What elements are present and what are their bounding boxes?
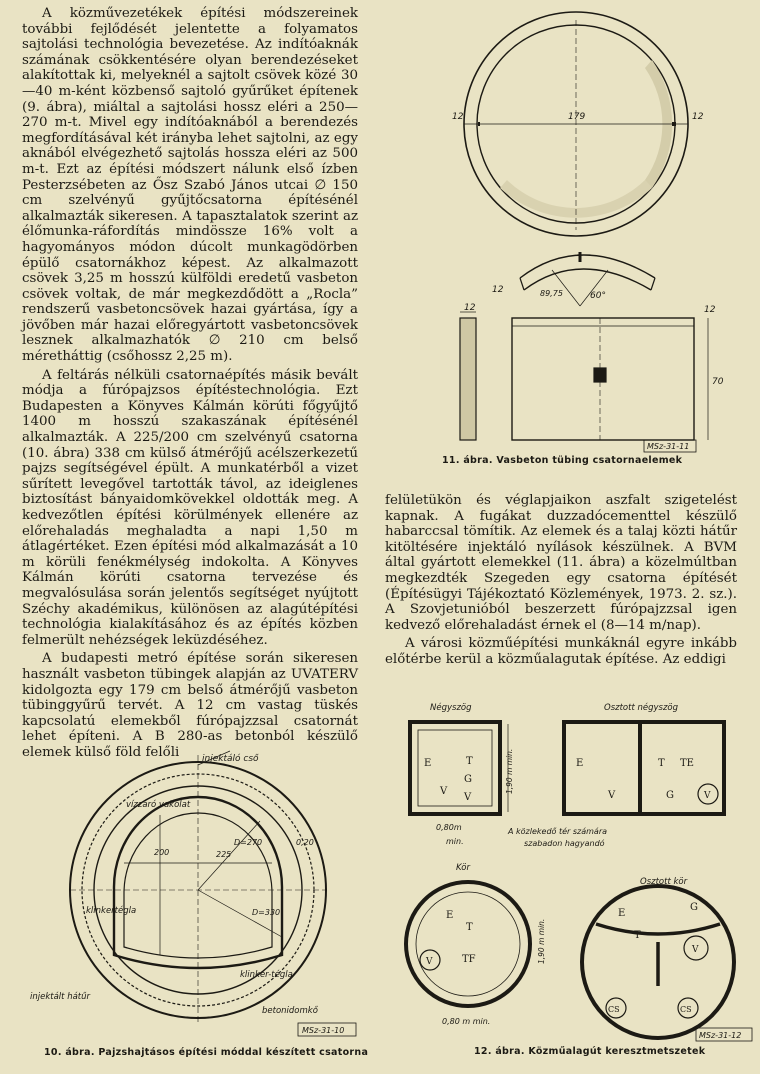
figure-11-caption: 11. ábra. Vasbeton tübing csatornaelemek (442, 455, 683, 466)
paragraph: A budapesti metró építése során sikeresen használt vasbeton tübingek alapján az UVATERV kidolgozta egy 179 cm belső átmérőjű vasbeton tübinggyűrű tervét. A 12 cm vastag tüskés kapcsolatú elemekből fúrópajzzsal csatornát lehet építeni. A B 280-as betonból készülő elemek külső föld felőli (22, 651, 358, 760)
letter-v: V (704, 791, 711, 801)
letter-e: E (576, 758, 584, 769)
letter-v: V (440, 786, 448, 797)
dim-min: min. (446, 837, 464, 846)
letter-t: T (466, 922, 473, 933)
label-vizzaro-vakolat: vízzáró vakolat (126, 800, 191, 810)
circle-section (406, 882, 530, 1006)
stamp: MSz-31-11 (647, 442, 690, 451)
dim-12: 12 (704, 305, 716, 315)
letter-g: G (666, 790, 674, 801)
dim-080: 0,80m (436, 823, 462, 832)
note-line: szabadon hagyandó (524, 839, 605, 848)
letter-v: V (426, 957, 433, 967)
letter-v: V (464, 792, 472, 803)
figure-10-drawing (30, 745, 370, 1070)
label-injektalo-cso: injektáló cső (202, 754, 259, 764)
label-osztott-negyszog: Osztott négyszög (604, 703, 679, 713)
dim-12: 12 (492, 285, 504, 295)
label-injektalt-hatur: injektált hátűr (30, 992, 91, 1002)
letter-cs: CS (680, 1005, 692, 1014)
paragraph: A feltárás nélküli csatornaépítés másik bevált módja a fúrópajzsos építéstechnológia. Ezt Budapesten a Könyves Kálmán körúti főgyűjtő 1400 m hosszú szakaszának építésénél alkalmazták. A 225/200 cm szelvényű csatorna (10. ábra) 338 cm külső átmérőjű acélszerkezetű pajzs segítségével épült. A munkatérből a vizet sűrített levegővel tartották távol, az ideiglenes biztosítást bányaidomkövekkel oldották meg. A kedvezőtlen építési körülmények ellenére az előrehaladás meghaladta a napi 1,50 m átlagértéket. Ezen építési mód alkalmazását a 10 m körüli fenékmélység indokolta. A Könyves Kálmán körúti csatorna tervezése és megvalósulása során jelentős segítséget nyújtott Széchy akadémikus, különösen az alagútépítési technológia kialakításához és az építés közben felmerült nehézségek leküzdéséhez. (22, 367, 358, 648)
paragraph: felületükön és véglapjaikon aszfalt szigetelést kapnak. A fugákat duzzadócementtel készülő habarccsal tömítik. Az elemek és a talaj közti hátűr kitöltésére injektáló nyílások készülnek. A BVM által gyártott elemekkel (11. ábra) a közelmúltban megkezdték Szegeden egy csatorna építését (Építésügyi Tájékoztató Közlemények, 1973. 2. sz.). A Szovjetunióból beszerzett fúrópajzzsal igen kedvező előrehaladást érnek el (8—14 m/nap). (385, 493, 737, 633)
paragraph: A városi közműépítési munkáknál egyre inkább előtérbe kerül a közműalagutak építése. Az eddigi (385, 636, 737, 667)
side-section (460, 318, 476, 440)
left-text-column (22, 6, 358, 761)
figure-10 (30, 745, 370, 1070)
dim-12: 12 (692, 112, 704, 122)
figure-12-drawing (396, 694, 756, 1069)
dim-d330: D=330 (252, 908, 281, 917)
letter-v: V (608, 790, 616, 801)
label-betonidomko: betonidomkő (262, 1006, 318, 1016)
letter-e: E (424, 758, 432, 769)
letter-g: G (690, 902, 698, 913)
letter-e: E (446, 910, 454, 921)
letter-cs: CS (608, 1005, 620, 1014)
letter-te: TE (680, 758, 694, 769)
letter-t: T (658, 758, 665, 769)
figure-12 (396, 694, 756, 1069)
figure-11 (440, 0, 750, 480)
dim-200: 200 (154, 848, 170, 857)
dim-d270: D=270 (234, 838, 263, 847)
dim-225: 225 (216, 850, 232, 859)
label-osztott-kor: Osztott kör (640, 877, 688, 887)
stamp: MSz-31-10 (302, 1026, 345, 1035)
dim-179: 179 (568, 112, 586, 122)
dim-12: 12 (464, 303, 476, 313)
label-klinkertegla: klinker-tégla (240, 970, 293, 980)
dim-89-75: 89,75 (540, 289, 563, 298)
dim-080-min: 0,80 m min. (442, 1017, 491, 1026)
note-line: A közlekedő tér számára (508, 827, 608, 836)
dim-70: 70 (712, 377, 724, 387)
angle-60: 60° (590, 291, 606, 301)
dim-190: 1,90 m min. (505, 748, 514, 794)
letter-t: T (466, 756, 473, 767)
figure-12-caption: 12. ábra. Közműalagút keresztmetszetek (474, 1046, 706, 1057)
figure-11-drawing (440, 0, 750, 480)
letter-tf: TF (462, 954, 476, 965)
letter-e: E (618, 908, 626, 919)
stamp: MSz-31-12 (699, 1031, 742, 1040)
letter-v: V (692, 945, 699, 955)
paragraph: A közművezetékek építési módszereinek további fejlődését jelentette a folyamatos sajtolási technológia bevezetése. Az indítóaknák számának csökkentésére olyan berendezéseket alakítottak ki, melyeknél a sajtolt csövek közé 30—40 m-ként közbenső sajtoló gyűrűket építenek (9. ábra), miáltal a sajtolási hossz eléri a 250—270 m-t. Mivel egy indítóaknából a berendezés megfordításával két irányba lehet sajtolni, az egy aknából elvégezhető sajtolás hossza eléri az 500 m-t. Ezt az építési módszert nálunk első ízben Pesterzsébeten az Ősz Szabó János utcai ∅ 150 cm szelvényű gyűjtőcsatorna építésénél alkalmazták sikeresen. A tapasztalatok szerint az élőmunka-ráfordítás mindössze 16% volt a hagyományos módon dúcolt munkagödörben épülő csatornákhoz képest. Az alkalmazott csövek 3,25 m hosszú külföldi eredetű vasbeton csövek voltak, de már megkezdődött a „Rocla” rendszerű vasbetoncsövek hazai gyártása, így a jövőben már hazai előregyártott vasbetoncsövek lesznek alkalmazhatók ∅ 210 cm belső méretháttig (csőhossz 2,25 m). (22, 6, 358, 365)
figure-10-caption: 10. ábra. Pajzshajtásos építési móddal készített csatorna (44, 1047, 369, 1058)
letter-t: T (634, 930, 641, 941)
letter-g: G (464, 774, 472, 785)
label-kor: Kör (456, 863, 470, 873)
dim-020: 0,20 (296, 838, 314, 847)
label-negyszog: Négyszög (430, 703, 472, 713)
label-klinkertegla: klinkertégla (86, 906, 137, 916)
dim-12: 12 (452, 112, 464, 122)
dim-190: 1,90 m min. (537, 918, 546, 964)
right-text-column (385, 493, 737, 668)
